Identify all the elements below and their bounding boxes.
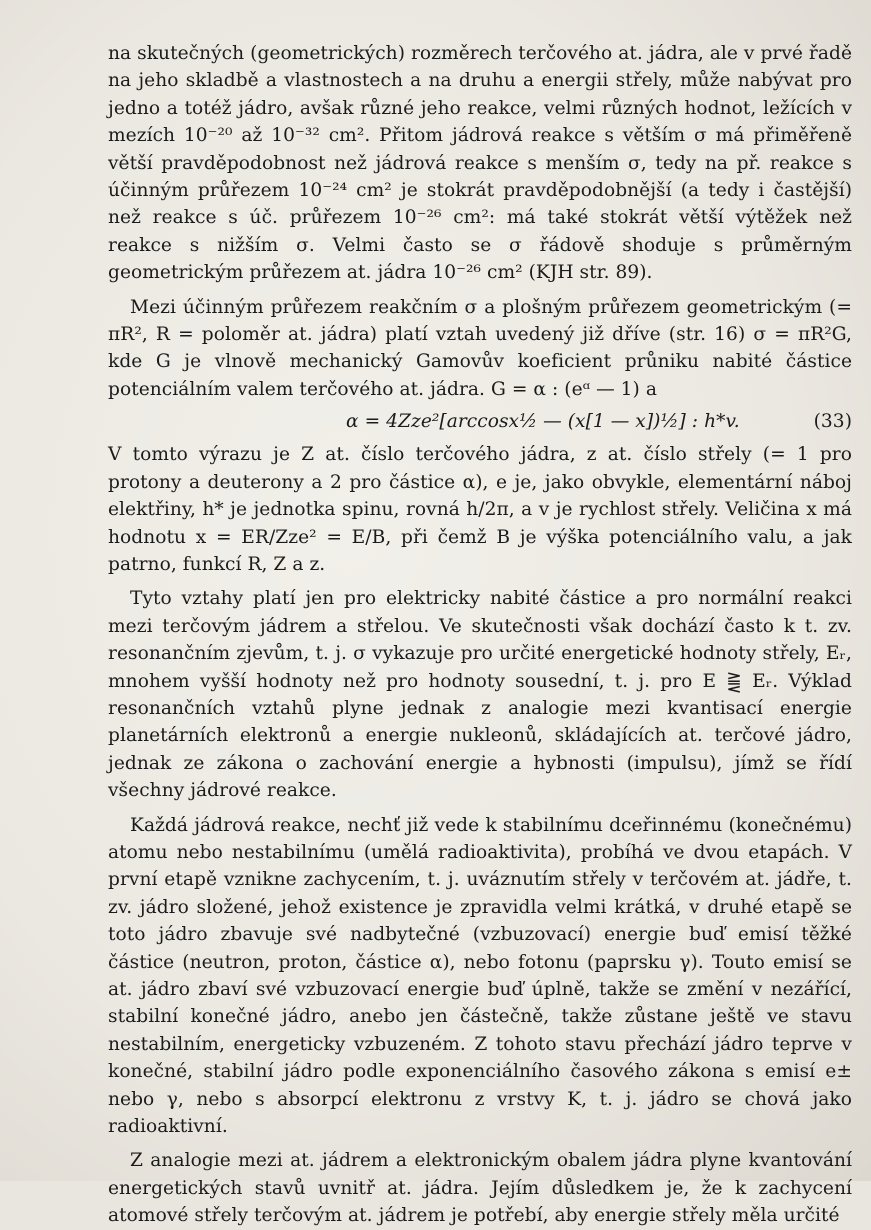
paragraph-5: Každá jádrová reakce, nechť již vede k stabilnímu dceřinnému (konečnému) atomu nebo nestabilnímu (umělá radioaktivita), probíhá ve dvou etapách. V první etapě vznikne zachycením, t. j. uváznutím střely v terčovém at. jádře, t. zv. jádro složené, jehož existence je zpravidla velmi krátká, v druhé etapě se toto jádro zbavuje své nadbytečné (vzbuzovací) energie buď emisí těžké částice (neutron, proton, částice α), nebo fotonu (paprsku γ). Touto emisí se at. jádro zbaví své vzbuzovací energie buď úplně, takže se změní v nezářící, stabilní konečné jádro, anebo jen částečně, takže zůstane ještě ve stavu nestabilním, energeticky vzbuzeném. Z tohoto stavu přechází jádro teprve v konečné, stabilní jádro podle exponenciálního časového zákona s emisí e± nebo γ, nebo s absorpcí elektronu z vrstvy K, t. j. jádro se chová jako radioaktivní.	[108, 814, 852, 1138]
equation-33	[108, 405, 852, 435]
equation-number: (33)	[813, 411, 852, 433]
paragraph-3: V tomto výrazu je Z at. číslo terčového jádra, z at. číslo střely (= 1 pro protony a deuterony a 2 pro částice α), e je, jako obvykle, elementární náboj elektřiny, h* je jednotka spinu, rovná h/2π, a v je rychlost střely. Veličina x má hodnotu x = ER/Zze² = E/B, při čemž B je výška potenciálního valu, a jak patrno, funkcí R, Z a z.	[108, 444, 852, 575]
paragraph-6: Z analogie mezi at. jádrem a elektronickým obalem jádra plyne kvantování energetických stavů uvnitř at. jádra. Jejím důsledkem je, že k zachycení atomové střely terčovým at. jádrem je potřebí, aby energie střely měla určité	[108, 1150, 852, 1227]
paragraph-2: Mezi účinným průřezem reakčním σ a plošným průřezem geometrickým (= πR², R = poloměr at. jádra) platí vztah uvedený již dříve (str. 16) σ = πR²G, kde G je vlnově mechanický Gamovův koeficient průniku nabité částice potenciálním valem terčového at. jádra. G = α : (eᵅ — 1) a	[108, 296, 852, 400]
equation-expression: α = 4Zze²[arccosx½ — (x[1 — x])½] : h*v.	[346, 411, 740, 433]
paragraph-1: na skutečných (geometrických) rozměrech terčového at. jádra, ale v prvé řadě na jeho skladbě a vlastnostech a na druhu a energii střely, může nabývat pro jedno a totéž jádro, avšak různé jeho reakce, velmi různých hodnot, ležících v mezích 10⁻²⁰ až 10⁻³² cm². Přitom jádrová reakce s větším σ má přiměřeně větší pravděpodobnost než jádrová reakce s menším σ, tedy na př. reakce s účinným průřezem 10⁻²⁴ cm² je stokrát pravděpodobnější (a tedy i častější) než reakce s úč. průřezem 10⁻²⁶ cm²: má také stokrát větší výtěžek než reakce s nižším σ. Velmi často se σ řádově shoduje s průměrným geometrickým průřezem at. jádra 10⁻²⁶ cm² (KJH str. 89).	[108, 43, 852, 284]
paragraph-4: Tyto vztahy platí jen pro elektricky nabité částice a pro normální reakci mezi terčovým jádrem a střelou. Ve skutečnosti však dochází často k t. zv. resonančním zjevům, t. j. σ vykazuje pro určité energetické hodnoty střely, Eᵣ, mnohem vyšší hodnoty než pro hodnoty sousední, t. j. pro E ⪌ Eᵣ. Výklad resonančních vztahů plyne jednak z analogie mezi kvantisací energie planetárních elektronů a energie nukleonů, skládajících at. terčové jádro, jednak ze zákona o zachování energie a hybnosti (impulsu), jímž se řídí všechny jádrové reakce.	[108, 588, 852, 802]
page-text	[108, 40, 852, 1230]
